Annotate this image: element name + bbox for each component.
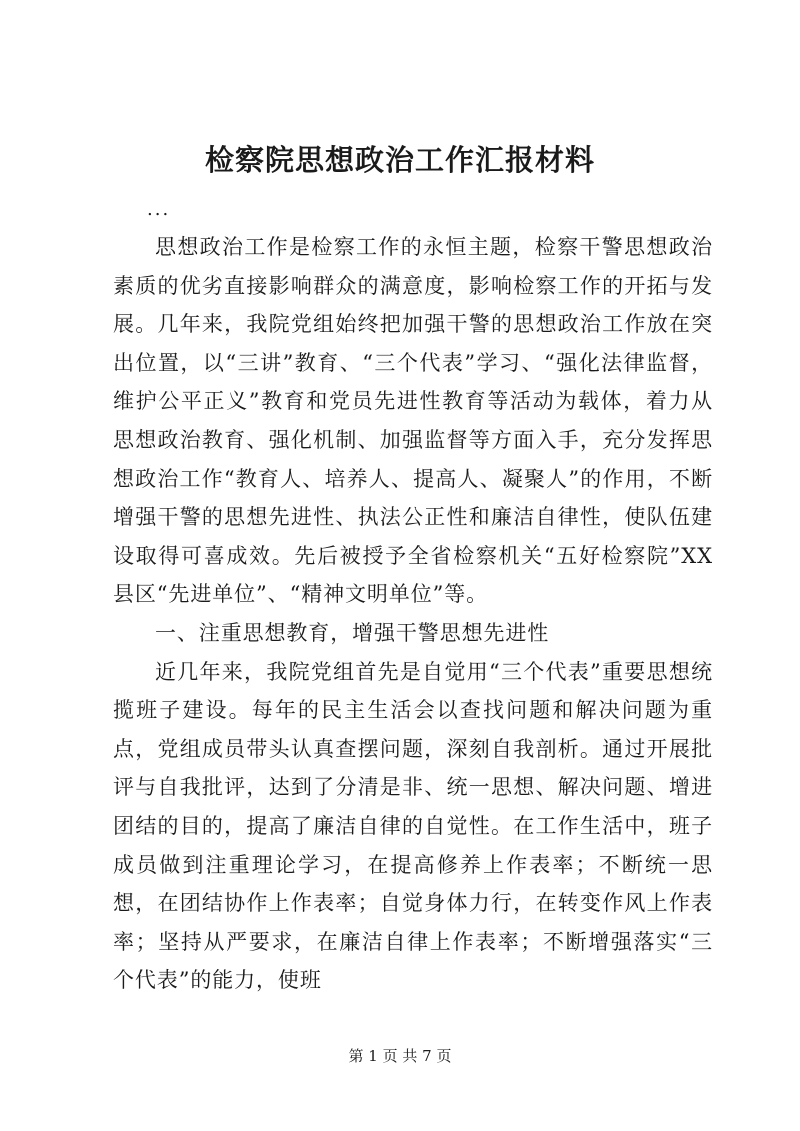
page-footer: 第 1 页 共 7 页 <box>348 1047 452 1065</box>
paragraph-intro: 思想政治工作是检察工作的永恒主题，检察干警思想政治素质的优劣直接影响群众的满意度，影响检察工作的开拓与发展。几年来，我院党组始终把加强干警的思想政治工作放在突出位置，以“三讲”教育、“三个代表”学习、“强化法律监督，维护公平正义”教育和党员先进性教育等活动为载体，着力从思想政治教育、强化机制、加强监督等方面入手，充分发挥思想政治工作“教育人、培养人、提高人、凝聚人”的作用，不断增强干警的思想先进性、执法公正性和廉洁自律性，使队伍建设取得可喜成效。先后被授予全省检察机关“五好检察院”XX县区“先进单位”、“精神文明单位”等。 <box>113 235 713 607</box>
document-body <box>113 228 713 1000</box>
ellipsis-marker: ... <box>147 199 171 220</box>
section-heading-1: 一、注重思想教育，增强干警思想先进性 <box>155 620 550 645</box>
document-title: 检察院思想政治工作汇报材料 <box>204 143 595 177</box>
paragraph-section-1: 近几年来，我院党组首先是自觉用“三个代表”重要思想统揽班子建设。每年的民主生活会以查找问题和解决问题为重点，党组成员带头认真查摆问题，深刻自我剖析。通过开展批评与自我批评，达到了分清是非、统一思想、解决问题、增进团结的目的，提高了廉洁自律的自觉性。在工作生活中，班子成员做到注重理论学习，在提高修养上作表率；不断统一思想，在团结协作上作表率；自觉身体力行，在转变作风上作表率；坚持从严要求，在廉洁自律上作表率；不断增强落实“三个代表”的能力，使班 <box>113 659 713 993</box>
